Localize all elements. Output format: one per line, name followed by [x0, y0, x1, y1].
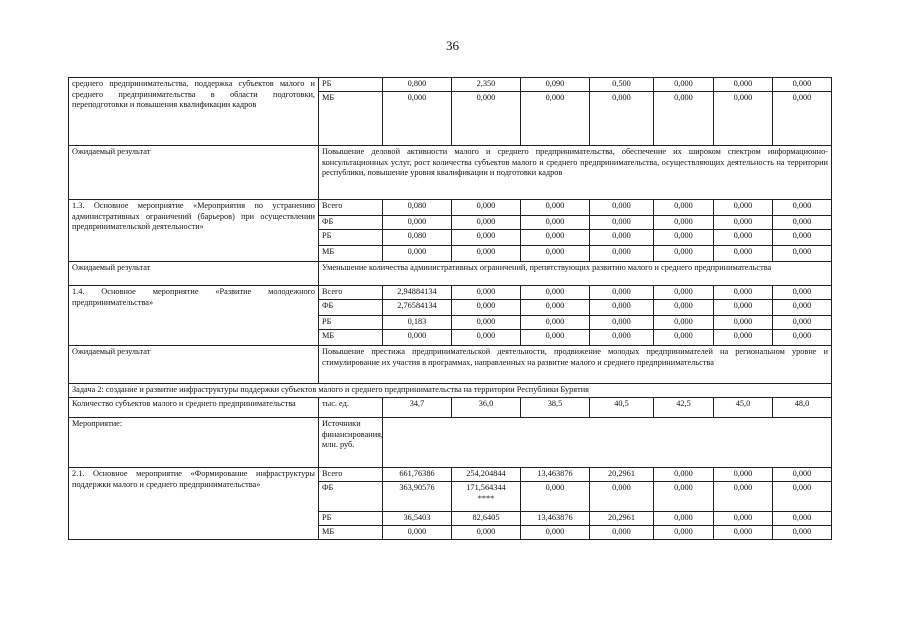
value-cell: 0,000 [590, 526, 654, 540]
expected-result-text: Повышение деловой активности малого и среднего предпринимательства, обеспечение их широком спектром информационно-консультационных услуг, рост количества субъектов малого и среднего предпринимательства, осуществляющих деятельность на территории республики, повышение уровня квалификации и подготовки кадров [319, 146, 832, 200]
value-cell: 0,000 [521, 230, 590, 246]
value-cell: 0,000 [521, 526, 590, 540]
value-cell: 0,000 [714, 246, 773, 262]
description-cell: среднего предпринимательства, поддержка субъектов малого и среднего предпринимательства в области подготовки, переподготовки и повышения квалификации кадров [69, 78, 319, 146]
table-row [69, 418, 832, 468]
funding-source-cell: тыс. ед. [319, 398, 383, 418]
value-cell: 0,000 [452, 216, 521, 230]
value-cell: 2,94884134 [383, 286, 452, 300]
value-cell: 0,000 [521, 330, 590, 346]
expected-result-text: Уменьшение количества административных ограничений, препятствующих развитию малого и среднего предпринимательства [319, 262, 832, 286]
value-cell: 0,000 [590, 92, 654, 146]
value-cell: 38,5 [521, 398, 590, 418]
value-cell: 0,000 [773, 78, 832, 92]
value-cell: 0,000 [773, 230, 832, 246]
description-cell: Мероприятие: [69, 418, 319, 468]
value-cell: 0,000 [521, 316, 590, 330]
empty-cell [383, 418, 832, 468]
funding-source-cell: МБ [319, 246, 383, 262]
value-cell: 0,000 [714, 216, 773, 230]
value-cell: 0,000 [773, 200, 832, 216]
value-cell: 0,000 [654, 92, 714, 146]
value-cell: 0,000 [452, 316, 521, 330]
value-cell: 0,000 [773, 216, 832, 230]
value-cell: 0,000 [521, 482, 590, 512]
value-cell: 0,090 [521, 78, 590, 92]
value-cell [452, 482, 521, 512]
table-row [69, 346, 832, 384]
value-cell: 0,000 [521, 246, 590, 262]
expected-result-text: Повышение престижа предпринимательской деятельности, продвижение молодых предпринимателей на региональном уровне и стимулирование их участия в программах, направленных на развитие малого и среднего предпринимательства [319, 346, 832, 384]
value-cell: 42,5 [654, 398, 714, 418]
value-cell: 0,080 [383, 230, 452, 246]
value-cell: 82,6405 [452, 512, 521, 526]
value-cell: 0,000 [773, 468, 832, 482]
funding-source-cell: Источники финансирования, млн. руб. [319, 418, 383, 468]
funding-source-cell: Всего [319, 200, 383, 216]
value-cell: 0,000 [714, 230, 773, 246]
value-cell: 40,5 [590, 398, 654, 418]
value-text: 171,564344 [466, 483, 506, 492]
value-cell: 2,350 [452, 78, 521, 92]
table-row [69, 146, 832, 200]
value-cell: 0,000 [654, 526, 714, 540]
budget-table [68, 77, 832, 540]
value-cell: 0,000 [714, 78, 773, 92]
value-cell: 0,000 [773, 300, 832, 316]
value-cell: 0,000 [714, 330, 773, 346]
value-cell: 0,000 [773, 246, 832, 262]
funding-source-cell: РБ [319, 512, 383, 526]
table-row [69, 78, 832, 92]
value-cell: 0,000 [452, 286, 521, 300]
value-cell: 0,000 [590, 482, 654, 512]
value-cell: 0,000 [383, 216, 452, 230]
description-cell: Ожидаемый результат [69, 146, 319, 200]
value-cell: 0,000 [714, 316, 773, 330]
value-cell: 48,0 [773, 398, 832, 418]
value-cell: 0,800 [383, 78, 452, 92]
funding-source-cell: ФБ [319, 216, 383, 230]
description-cell: 1.3. Основное мероприятие «Мероприятия по устранению административных ограничений (барьеров) при осуществлении предпринимательской деятельности» [69, 200, 319, 262]
value-cell: 0,000 [773, 286, 832, 300]
value-cell: 0,000 [773, 330, 832, 346]
value-cell: 34,7 [383, 398, 452, 418]
value-cell: 254,204844 [452, 468, 521, 482]
value-cell: 0,000 [452, 230, 521, 246]
funding-source-cell: ФБ [319, 300, 383, 316]
value-cell: 0,000 [773, 92, 832, 146]
funding-source-cell: МБ [319, 92, 383, 146]
footnote-marker: **** [477, 493, 495, 503]
value-cell: 0,000 [590, 216, 654, 230]
value-cell: 0,183 [383, 316, 452, 330]
value-cell: 0,000 [714, 512, 773, 526]
value-cell: 0,000 [452, 92, 521, 146]
value-cell: 0,000 [383, 246, 452, 262]
funding-source-cell: РБ [319, 230, 383, 246]
funding-source-cell: РБ [319, 316, 383, 330]
page-number: 36 [446, 38, 459, 53]
value-cell: 0,000 [590, 200, 654, 216]
funding-source-cell: ФБ [319, 482, 383, 512]
value-cell: 13,463876 [521, 512, 590, 526]
value-cell: 45,0 [714, 398, 773, 418]
table-row [69, 398, 832, 418]
value-cell: 0,000 [773, 512, 832, 526]
value-cell: 36,0 [452, 398, 521, 418]
value-cell: 36,5403 [383, 512, 452, 526]
value-cell: 0,000 [590, 286, 654, 300]
value-cell: 13,463876 [521, 468, 590, 482]
value-cell: 0,500 [590, 78, 654, 92]
value-cell: 0,000 [654, 230, 714, 246]
value-cell: 0,000 [654, 246, 714, 262]
value-cell: 0,000 [521, 300, 590, 316]
value-cell: 20,2961 [590, 512, 654, 526]
value-cell: 0,000 [590, 230, 654, 246]
value-cell: 0,000 [714, 526, 773, 540]
description-cell: Ожидаемый результат [69, 262, 319, 286]
value-cell: 0,000 [590, 246, 654, 262]
value-cell: 0,000 [654, 200, 714, 216]
value-cell: 0,000 [773, 316, 832, 330]
value-cell: 0,000 [714, 286, 773, 300]
table-row [69, 286, 832, 300]
value-cell: 0,000 [521, 216, 590, 230]
value-cell: 0,000 [654, 78, 714, 92]
value-cell: 0,080 [383, 200, 452, 216]
value-cell: 0,000 [590, 300, 654, 316]
value-cell: 661,76386 [383, 468, 452, 482]
value-cell: 363,90576 [383, 482, 452, 512]
table-row [69, 262, 832, 286]
description-cell: 1.4. Основное мероприятие «Развитие молодежного предпринимательства» [69, 286, 319, 346]
value-cell: 0,000 [383, 526, 452, 540]
description-cell: Ожидаемый результат [69, 346, 319, 384]
value-cell: 0,000 [590, 316, 654, 330]
value-cell: 0,000 [654, 482, 714, 512]
task-header-cell: Задача 2: создание и развитие инфраструктуры поддержки субъектов малого и среднего предпринимательства на территории Республики Бурятия [69, 384, 832, 398]
value-cell: 0,000 [714, 468, 773, 482]
value-cell: 0,000 [654, 468, 714, 482]
funding-source-cell: РБ [319, 78, 383, 92]
funding-source-cell: МБ [319, 330, 383, 346]
value-cell: 0,000 [654, 512, 714, 526]
description-cell: 2.1. Основное мероприятие «Формирование инфраструктуры поддержки малого и среднего предпринимательства» [69, 468, 319, 540]
value-cell: 0,000 [383, 92, 452, 146]
value-cell: 0,000 [714, 92, 773, 146]
value-cell: 0,000 [590, 330, 654, 346]
value-cell: 0,000 [452, 246, 521, 262]
value-cell: 2,76584134 [383, 300, 452, 316]
funding-source-cell: Всего [319, 468, 383, 482]
value-cell: 0,000 [773, 526, 832, 540]
value-cell: 0,000 [452, 526, 521, 540]
value-cell: 0,000 [654, 300, 714, 316]
funding-source-cell: МБ [319, 526, 383, 540]
value-cell: 0,000 [521, 92, 590, 146]
value-cell: 0,000 [714, 200, 773, 216]
value-cell: 0,000 [714, 482, 773, 512]
value-cell: 0,000 [452, 200, 521, 216]
table-row [69, 468, 832, 482]
value-cell: 0,000 [521, 286, 590, 300]
value-cell: 0,000 [383, 330, 452, 346]
table-row [69, 384, 832, 398]
value-cell: 0,000 [773, 482, 832, 512]
value-cell: 0,000 [452, 300, 521, 316]
value-cell: 0,000 [521, 200, 590, 216]
value-cell: 0,000 [654, 330, 714, 346]
value-cell: 0,000 [654, 286, 714, 300]
value-cell: 0,000 [654, 316, 714, 330]
description-cell: Количество субъектов малого и среднего предпринимательства [69, 398, 319, 418]
funding-source-cell: Всего [319, 286, 383, 300]
value-cell: 0,000 [714, 300, 773, 316]
value-cell: 0,000 [452, 330, 521, 346]
value-cell: 20,2961 [590, 468, 654, 482]
value-cell: 0,000 [654, 216, 714, 230]
table-row [69, 200, 832, 216]
